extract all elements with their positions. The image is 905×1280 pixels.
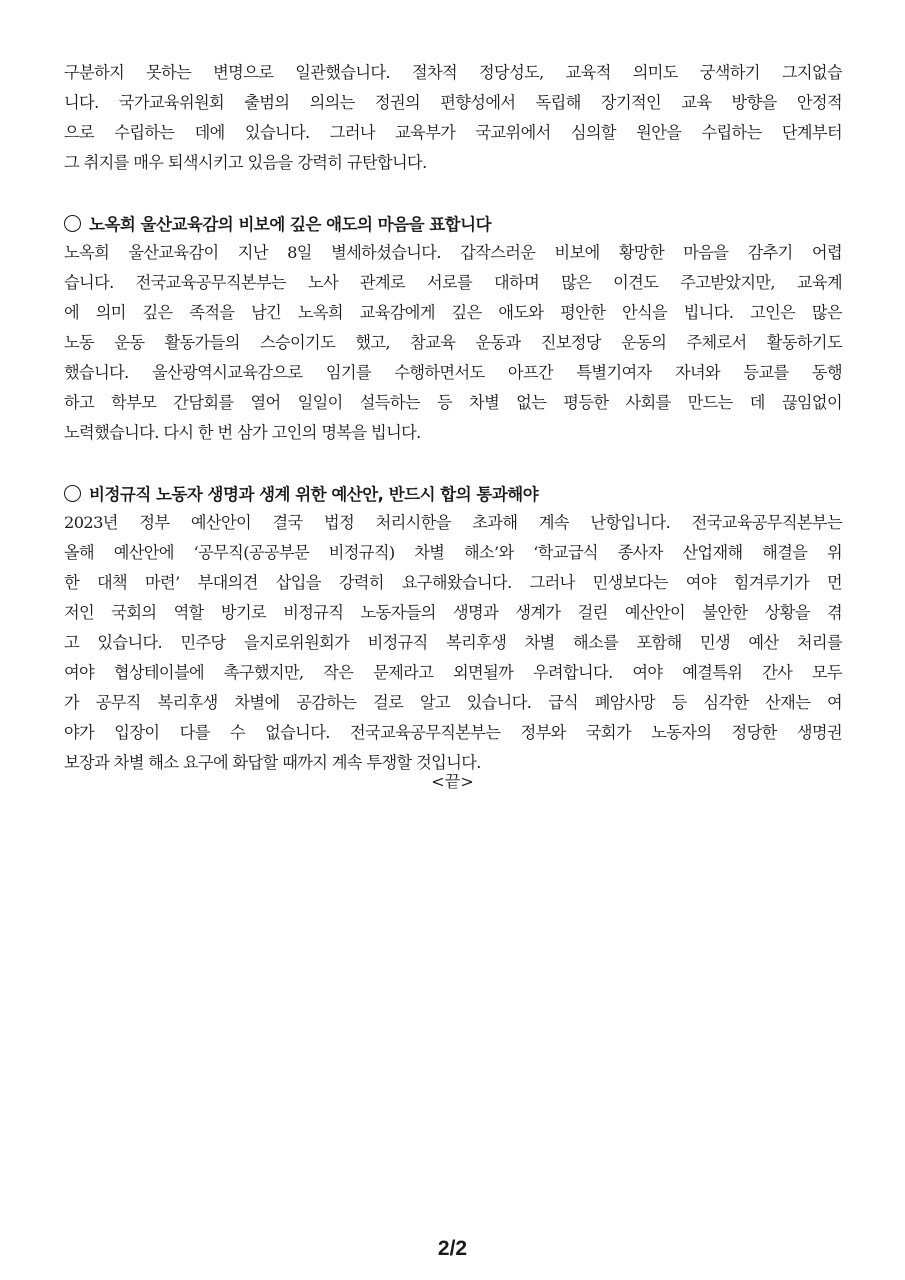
paragraph-line: 고 있습니다. 민주당 을지로위원회가 비정규직 복리후생 차별 해소를 포함해 민생 예산 처리를 bbox=[64, 633, 842, 652]
paragraph-line: 한 대책 마련’ 부대의견 삽입을 강력히 요구해왔습니다. 그러나 민생보다는 여야 힘겨루기가 먼 bbox=[64, 573, 842, 592]
paragraph-line: 가 공무직 복리후생 차별에 공감하는 걸로 알고 있습니다. 급식 폐암사망 등 심각한 산재는 여 bbox=[64, 693, 842, 712]
section-heading bbox=[64, 478, 842, 508]
paragraph-line: 하고 학부모 간담회를 열어 일일이 설득하는 등 차별 없는 평등한 사회를 만드는 데 끊임없이 bbox=[64, 393, 842, 412]
paragraph-line: 했습니다. 울산광역시교육감으로 임기를 수행하면서도 아프간 특별기여자 자녀와 등교를 동행 bbox=[64, 363, 842, 382]
paragraph-line: 여야 협상테이블에 촉구했지만, 작은 문제라고 외면될까 우려합니다. 여야 예결특위 간사 모두 bbox=[64, 663, 842, 682]
section-heading-text: 비정규직 노동자 생명과 생계 위한 예산안, 반드시 합의 통과해야 bbox=[89, 485, 539, 504]
section-heading-text: 노옥희 울산교육감의 비보에 깊은 애도의 마음을 표합니다 bbox=[89, 215, 492, 234]
paragraph-line: 구분하지 못하는 변명으로 일관했습니다. 절차적 정당성도, 교육적 의미도 궁색하기 그지없습 bbox=[64, 63, 842, 82]
paragraph-line: 으로 수립하는 데에 있습니다. 그러나 교육부가 국교위에서 심의할 원안을 수립하는 단계부터 bbox=[64, 123, 842, 142]
paragraph-line: 야가 입장이 다를 수 없습니다. 전국교육공무직본부는 정부와 국회가 노동자의 정당한 생명권 bbox=[64, 723, 842, 742]
paragraph-line: 습니다. 전국교육공무직본부는 노사 관계로 서로를 대하며 많은 이견도 주고받았지만, 교육계 bbox=[64, 273, 842, 292]
intro-paragraph bbox=[64, 58, 842, 178]
document-page bbox=[64, 58, 842, 778]
page-number: 2/2 bbox=[437, 1237, 468, 1260]
paragraph-line: 에 의미 깊은 족적을 남긴 노옥희 교육감에게 깊은 애도와 평안한 안식을 빕니다. 고인은 많은 bbox=[64, 303, 842, 322]
circle-bullet-icon bbox=[64, 485, 81, 502]
paragraph-line: 니다. 국가교육위원회 출범의 의의는 정권의 편향성에서 독립해 장기적인 교육 방향을 안정적 bbox=[64, 93, 842, 112]
section-budget bbox=[64, 478, 842, 778]
paragraph-line: 노동 운동 활동가들의 스승이기도 했고, 참교육 운동과 진보정당 운동의 주체로서 활동하기도 bbox=[64, 333, 842, 352]
paragraph-line: 저인 국회의 역할 방기로 비정규직 노동자들의 생명과 생계가 걸린 예산안이 불안한 상황을 겪 bbox=[64, 603, 842, 622]
section-heading bbox=[64, 208, 842, 238]
section-condolence bbox=[64, 208, 842, 448]
paragraph-line: 2023년 정부 예산안이 결국 법정 처리시한을 초과해 계속 난항입니다. 전국교육공무직본부는 bbox=[64, 513, 842, 532]
end-mark: <끝> bbox=[431, 772, 474, 791]
paragraph-line: 그 취지를 매우 퇴색시키고 있음을 강력히 규탄합니다. bbox=[64, 153, 427, 172]
paragraph-line: 보장과 차별 해소 요구에 화답할 때까지 계속 투쟁할 것입니다. bbox=[64, 753, 481, 772]
circle-bullet-icon bbox=[64, 215, 81, 232]
paragraph-line: 노옥희 울산교육감이 지난 8일 별세하셨습니다. 갑작스러운 비보에 황망한 마음을 감추기 어렵 bbox=[64, 243, 842, 262]
paragraph-line: 노력했습니다. 다시 한 번 삼가 고인의 명복을 빕니다. bbox=[64, 423, 421, 442]
paragraph-line: 올해 예산안에 ‘공무직(공공부문 비정규직) 차별 해소’와 ‘학교급식 종사자 산업재해 해결을 위 bbox=[64, 543, 842, 562]
